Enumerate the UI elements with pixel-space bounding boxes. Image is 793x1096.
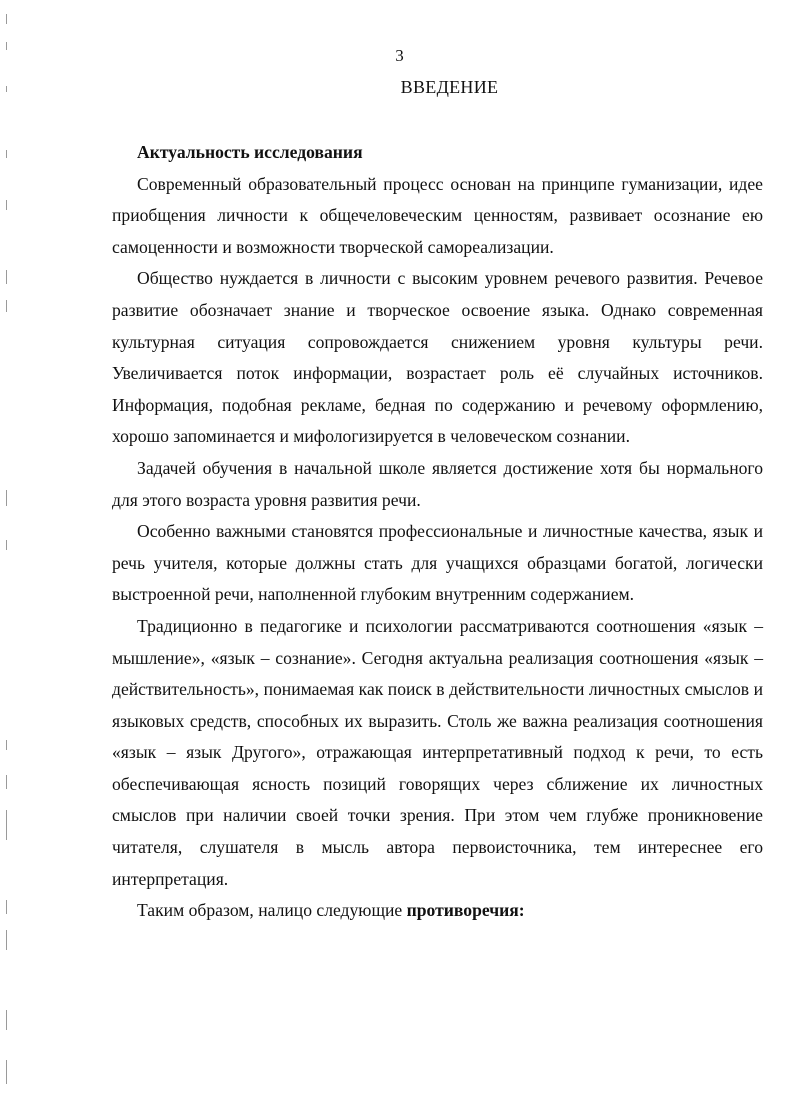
body-text — [112, 137, 763, 927]
page-number: 3 — [395, 46, 404, 65]
scan-margin-marks — [0, 0, 20, 1096]
contradictions-label: противоречия: — [406, 900, 525, 921]
paragraph: Задачей обучения в начальной школе является достижение хотя бы нормального для этого возраста уровня развития речи. — [112, 457, 763, 510]
paragraph: Особенно важными становятся профессиональные и личностные качества, язык и речь учителя, которые должны стать для учащихся образцами богатой, логически выстроенной речи, наполненной глубоким внутренним содержанием. — [112, 521, 763, 605]
final-paragraph — [112, 895, 763, 927]
section-heading: Актуальность исследования — [137, 142, 363, 162]
page-title: ВВЕДЕНИЕ — [400, 77, 499, 97]
paragraph: Современный образовательный процесс основан на принципе гуманизации, идее приобщения личности к общечеловеческим ценностям, развивает осознание ею самоценности и возможности творческой самореализации. — [112, 173, 763, 257]
paragraph: Общество нуждается в личности с высоким уровнем речевого развития. Речевое развитие обозначает знание и творческое освоение языка. Однако современная культурная ситуация сопровождается снижением уровня культуры речи. Увеличивается поток информации, возрастает роль её случайных источников. Информация, подобная рекламе, бедная по содержанию и речевому оформлению, хорошо запоминается и мифологизируется в человеческом сознании. — [112, 268, 763, 447]
final-lead-text: Таким образом, налицо следующие — [137, 900, 407, 921]
paragraph: Традиционно в педагогике и психологии рассматриваются соотношения «язык – мышление», «язык – сознание». Сегодня актуальна реализация соотношения «язык – действительность», понимаемая как поиск в действительности личностных смыслов и языковых средств, способных их выразить. Столь же важна реализация соотношения «язык – язык Другого», отражающая интерпретативный подход к речи, то есть обеспечивающая ясность позиций говорящих через сближение их личностных смыслов при наличии своей точки зрения. При этом чем глубже проникновение читателя, слушателя в мысль автора первоисточника, тем интереснее его интерпретация. — [112, 615, 763, 889]
